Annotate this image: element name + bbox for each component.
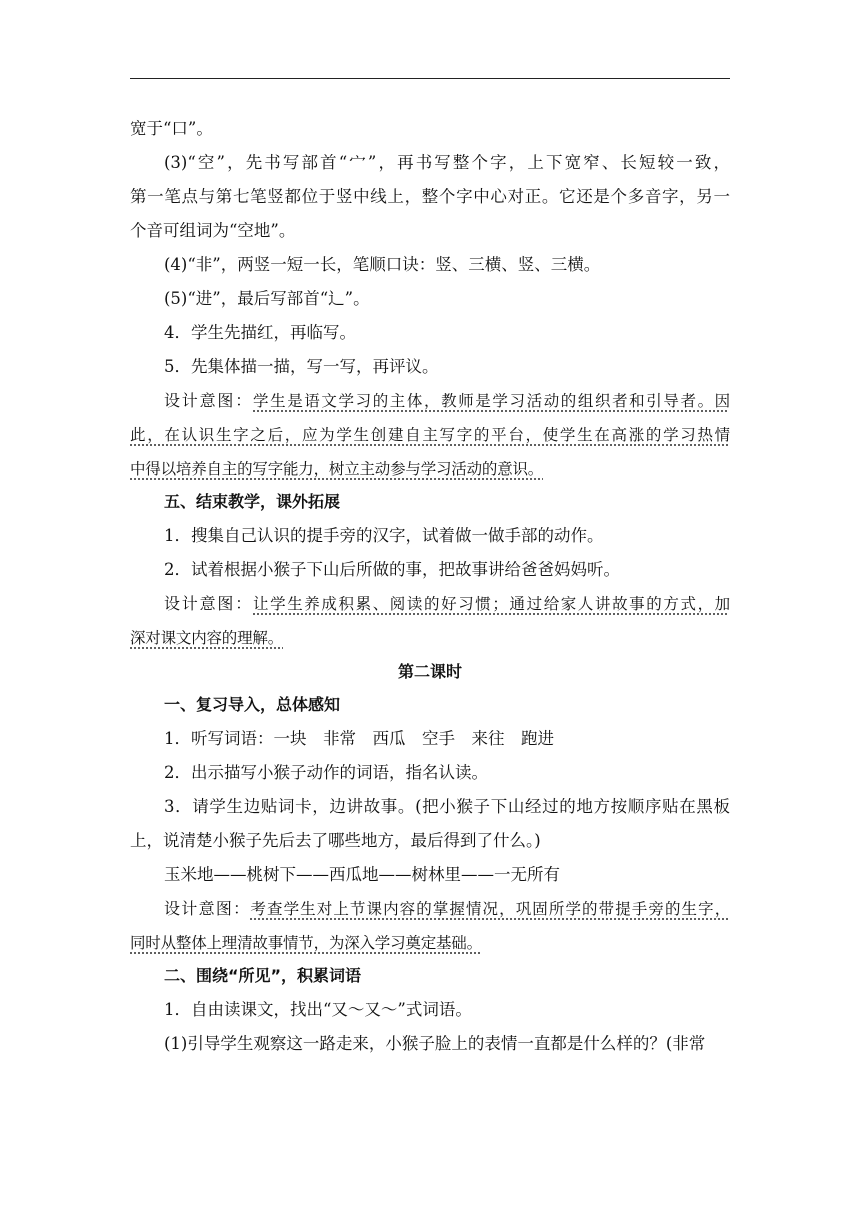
list-item: 3．请学生边贴词卡，边讲故事。(把小猴子下山经过的地方按顺序贴在黑板 xyxy=(164,797,730,816)
text-line: 第一笔点与第七笔竖都位于竖中线上，整个字中心对正。它还是个多音字，另一 xyxy=(130,187,730,206)
design-intent xyxy=(164,593,730,615)
list-item: 1．听写词语：一块 非常 西瓜 空手 来往 跑进 xyxy=(164,729,554,748)
list-item: 1．自由读课文，找出“又～又～”式词语。 xyxy=(164,1000,472,1019)
design-intent-label: 设计意图： xyxy=(164,594,253,613)
text-line: 宽于“口”。 xyxy=(130,119,213,138)
lesson-title: 第二课时 xyxy=(397,662,462,681)
design-intent-text: 深对课文内容的理解。 xyxy=(130,629,284,647)
list-item: 1．搜集自己认识的提手旁的汉字，试着做一做手部的动作。 xyxy=(164,526,604,545)
design-intent-text: 同时从整体上理清故事情节，为深入学习奠定基础。 xyxy=(130,934,482,952)
section-heading: 二、围绕“所见”，积累词语 xyxy=(164,966,362,985)
design-intent-text: 让学生养成积累、阅读的好习惯；通过给家人讲故事的方式，加 xyxy=(253,595,730,613)
text-line: 个音可组词为“空地”。 xyxy=(130,221,296,240)
route-line: 玉米地——桃树下——西瓜地——树林里——一无所有 xyxy=(164,865,560,884)
design-intent-text: 此，在认识生字之后，应为学生创建自主写字的平台，使学生在高涨的学习热情 xyxy=(130,426,730,444)
design-intent-line xyxy=(130,932,730,954)
design-intent xyxy=(164,390,730,412)
text-line: (4)“非”，两竖一短一长，笔顺口诀：竖、三横、竖、三横。 xyxy=(164,255,601,274)
text-line: (5)“进”，最后写部首“辶”。 xyxy=(164,289,370,308)
section-heading: 五、结束教学，课外拓展 xyxy=(164,492,341,511)
text-line: 4．学生先描红，再临写。 xyxy=(164,323,356,342)
list-item: 上，说清楚小猴子先后去了哪些地方，最后得到了什么。) xyxy=(130,831,541,850)
design-intent-line xyxy=(130,424,730,446)
design-intent-line xyxy=(130,627,730,649)
design-intent-text: 中得以培养自主的写字能力，树立主动参与学习活动的意识。 xyxy=(130,460,544,478)
design-intent-label: 设计意图： xyxy=(164,899,251,918)
design-intent-text: 学生是语文学习的主体，教师是学习活动的组织者和引导者。因 xyxy=(253,392,730,410)
design-intent-line xyxy=(130,458,730,480)
design-intent-text: 考查学生对上节课内容的掌握情况，巩固所学的带提手旁的生字， xyxy=(250,900,730,918)
list-item: 2．试着根据小猴子下山后所做的事，把故事讲给爸爸妈妈听。 xyxy=(164,560,620,579)
text-line: 5．先集体描一描，写一写，再评议。 xyxy=(164,357,439,376)
section-heading: 一、复习导入，总体感知 xyxy=(164,695,341,714)
header-rule xyxy=(130,78,730,79)
list-item: (1)引导学生观察这一路走来，小猴子脸上的表情一直都是什么样的？(非常 xyxy=(164,1034,706,1053)
design-intent-label: 设计意图： xyxy=(164,391,253,410)
list-item: 2．出示描写小猴子动作的词语，指名认读。 xyxy=(164,763,488,782)
design-intent xyxy=(164,898,730,920)
text-line: (3)“空”，先书写部首“宀”，再书写整个字，上下宽窄、长短较一致， xyxy=(164,153,730,172)
